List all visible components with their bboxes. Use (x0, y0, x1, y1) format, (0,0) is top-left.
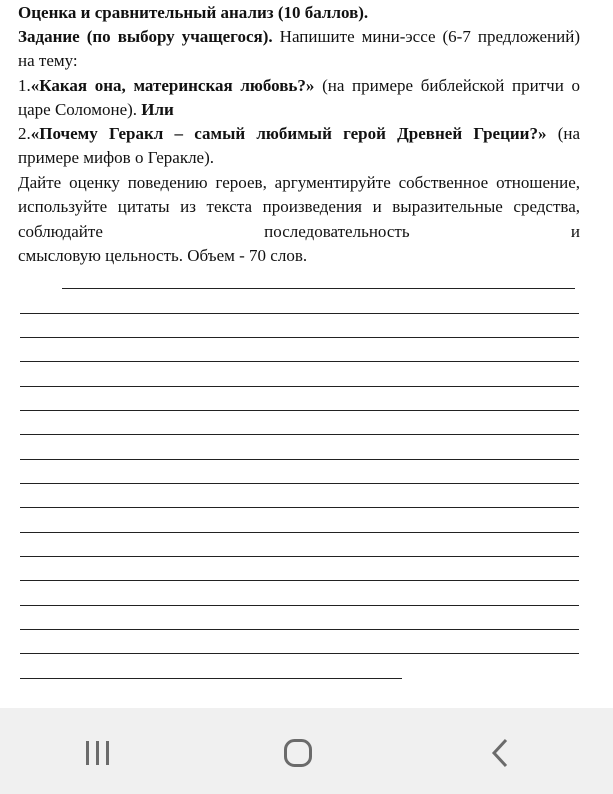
instruction-text-end: смысловую цельность. Объем - 70 слов. (18, 246, 308, 266)
answer-line[interactable] (20, 556, 579, 557)
option-1-or: Или (141, 100, 174, 120)
document-page (18, 0, 580, 708)
recent-apps-button[interactable] (68, 728, 128, 776)
option-2 (18, 122, 580, 171)
instruction-text-main: Дайте оценку поведению героев, аргументируйте собственное отношение, используйте цитаты из текста произведения и выразительные средства, соблюдайте последовательность и (18, 173, 580, 241)
answer-line[interactable] (20, 361, 579, 362)
answer-line[interactable] (20, 653, 579, 654)
option-1-number: 1. (18, 76, 31, 95)
answer-line[interactable] (20, 605, 579, 606)
option-1-note: (на примере библейской притчи о царе Соломоне). (18, 76, 580, 120)
answer-line[interactable] (20, 507, 579, 508)
answer-line[interactable] (20, 483, 579, 484)
option-1 (18, 74, 580, 123)
back-button[interactable] (470, 728, 530, 776)
task-text: Напишите мини-эссе (6-7 предложений) на тему: (18, 27, 581, 71)
answer-line[interactable] (20, 313, 579, 314)
answer-line[interactable] (20, 410, 579, 411)
answer-line[interactable] (20, 629, 579, 630)
home-button[interactable] (268, 728, 328, 776)
answer-line[interactable] (20, 337, 579, 338)
answer-line[interactable] (20, 532, 579, 533)
back-icon (470, 728, 530, 776)
assignment-title: Оценка и сравнительный анализ (10 баллов). (18, 3, 369, 22)
answer-line[interactable] (20, 580, 579, 581)
answer-line[interactable] (20, 459, 579, 460)
answer-line[interactable] (62, 288, 575, 289)
option-2-number: 2. (18, 124, 31, 143)
answer-line-short[interactable] (20, 678, 402, 679)
task-label: Задание (по выбору учащегося). (18, 27, 273, 46)
option-2-note: (на примере мифов о Геракле). (18, 124, 580, 168)
recent-apps-icon (68, 728, 128, 776)
option-1-topic: «Какая она, материнская любовь?» (30, 76, 315, 95)
home-icon (268, 728, 328, 776)
system-navigation-bar (0, 708, 613, 794)
answer-line[interactable] (20, 434, 579, 435)
task-paragraph (18, 25, 580, 74)
instruction-paragraph (18, 171, 580, 269)
answer-line[interactable] (20, 386, 579, 387)
option-2-topic: «Почему Геракл – самый любимый герой Древней Греции?» (30, 124, 547, 143)
